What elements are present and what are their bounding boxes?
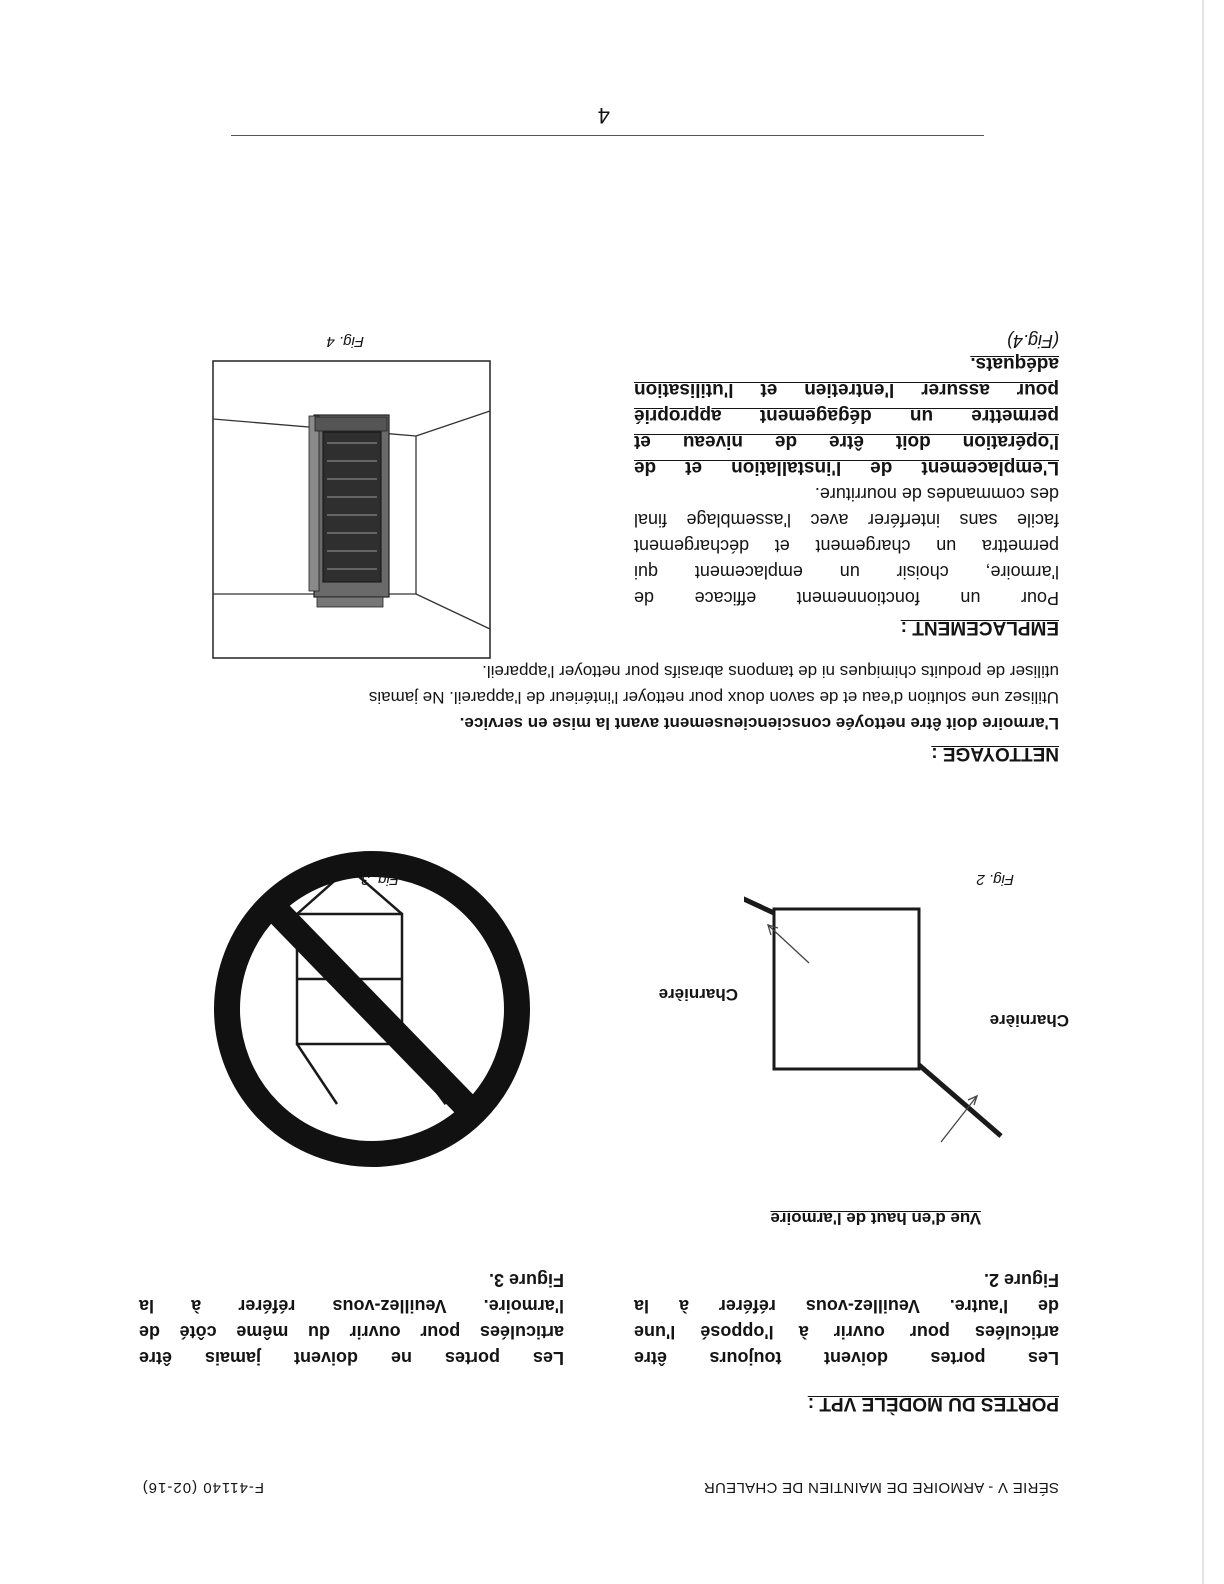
paragraph-line: adéquats. [970,353,1059,374]
page-number: 4 [597,103,610,128]
paragraph-line: L'emplacement de l'installation et de [634,457,1059,478]
cleaning-line-2: utiliser de produits chimiques ni de tampons abrasifs pour nettoyer l'appareil. [482,662,1059,681]
paragraph-line: permettra un chargement et déchargement [634,536,1059,556]
door-1-edge [297,1044,337,1104]
doors-right-paragraph [139,1267,564,1371]
paragraph-line: des commandes de nourriture. [814,484,1059,504]
cabinet-top-view [774,909,919,1069]
doors-section-title: PORTES DU MODÈLE VPT : [807,1393,1059,1414]
paragraph-line: Figure 2. [983,1270,1059,1290]
left-door [919,1065,1001,1136]
series-title: SÉRIE V - ARMOIRE DE MAINTIEN DE CHALEUR [703,1479,1059,1496]
paragraph-line: facile sans interférer avec l'assemblage final [634,510,1059,530]
paragraph-line: l'armoire, choisir un emplacement qui [634,562,1059,582]
hinge-label-left: Charnière [989,1011,1069,1030]
scan-edge [1202,0,1204,1584]
cleaning-section-title: NETTOYAGE : [931,743,1059,764]
cabinet-photo [309,415,389,607]
top-view-title: Vue d'en haut de l'armoire [770,1209,981,1228]
figure-4-image [211,359,491,659]
cleaning-line-1: Utilisez une solution d'eau et de savon doux pour nettoyer l'intérieur de l'appareil. Ne jamais [368,688,1059,707]
paragraph-line: articulées pour ouvrir à l'opposé l'une [634,1322,1059,1342]
paragraph-line: permettre un dégagement approprié [634,405,1059,426]
figure-4-reference: (Fig.4) [1006,331,1059,351]
paragraph-line: Les portes ne doivent jamais être [139,1348,564,1368]
figure-3-diagram [184,844,584,1184]
figure-3-caption: Fig. 3 [361,871,399,888]
placement-paragraph [634,481,1059,611]
right-door [744,876,774,913]
hinge-label-right: Charnière [658,985,738,1004]
cleaning-bold-line: L'armoire doit être nettoyée consciencieusement avant la mise en service. [459,714,1059,733]
paragraph-line: Figure 3. [488,1270,564,1290]
paragraph-line: articulées pour ouvrir du même côté de [139,1322,564,1342]
paragraph-line: de l'autre. Veuillez-vous référer à la [634,1296,1059,1316]
paragraph-line: pour assurer l'entretien et l'utilisation [634,379,1059,400]
paragraph-line: Les portes doivent toujours être [634,1348,1059,1368]
document-number: F-41140 (02-16) [141,1479,264,1496]
placement-section-title: EMPLACEMENT : [900,617,1059,638]
figure-2-diagram [744,829,1084,1189]
paragraph-line: l'armoire. Veuillez-vous référer à la [139,1296,564,1316]
doors-left-paragraph [634,1267,1059,1371]
figure-4-caption: Fig. 4 [326,333,364,350]
paragraph-line: l'opération doit être de niveau et [634,431,1059,452]
paragraph-line: Pour un fonctionnement efficace de [634,588,1059,608]
footer-divider [231,135,984,136]
prohibition-slash [270,904,474,1114]
placement-bold-paragraph [634,350,1059,480]
figure-2-caption: Fig. 2 [976,871,1014,888]
